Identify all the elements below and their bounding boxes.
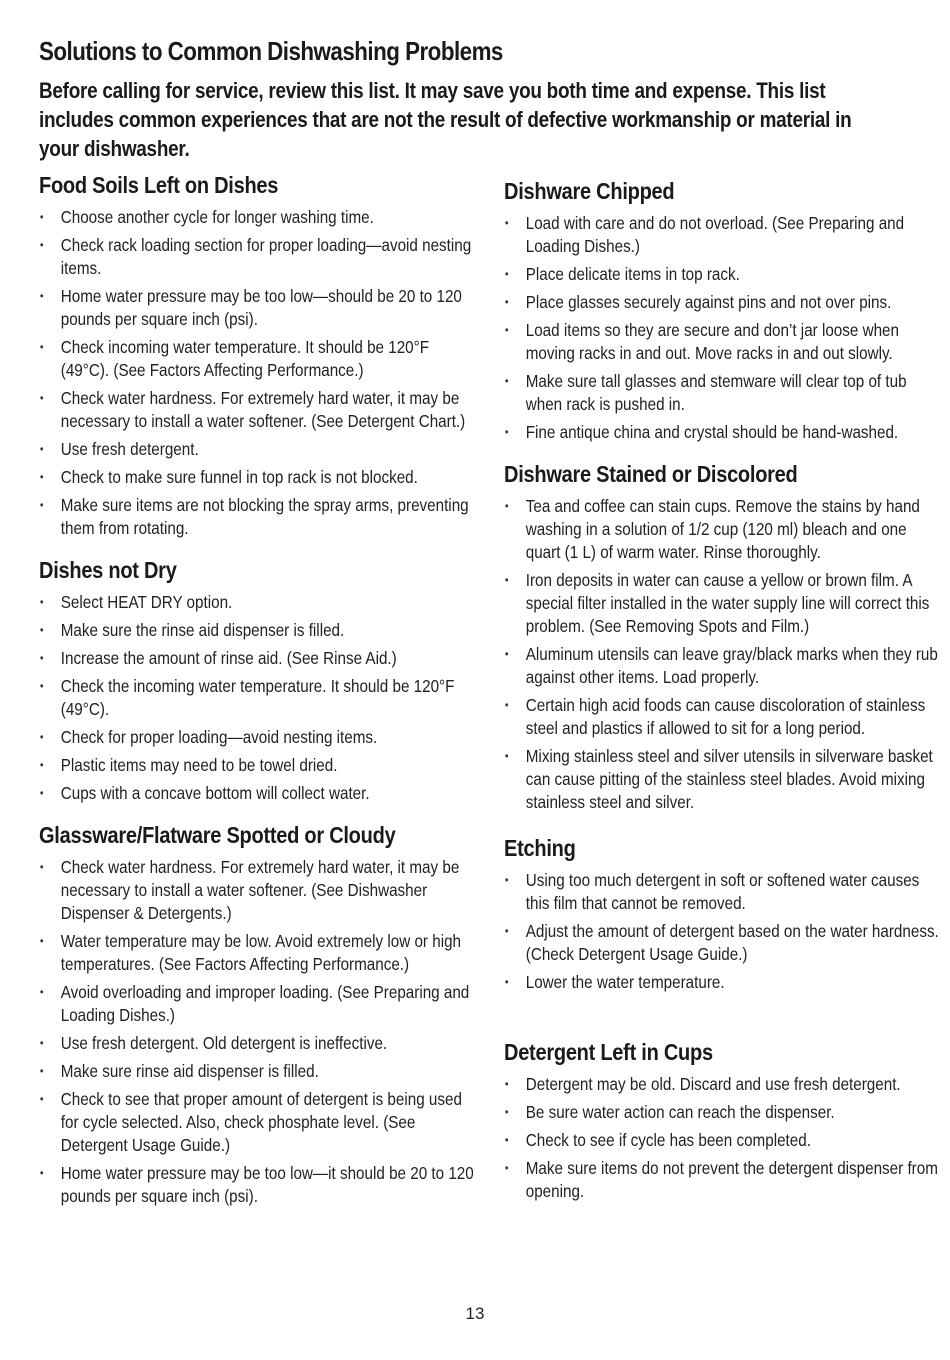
list-item: • Home water pressure may be too low—should be 20 to 120 pounds per square inch (psi).: [39, 285, 474, 331]
list-item: • Use fresh detergent. Old detergent is ineffective.: [39, 1032, 474, 1055]
bullet-list: [39, 856, 474, 1208]
bullet-list: [39, 591, 474, 805]
section-dishware-chipped: [504, 176, 943, 444]
list-item: • Water temperature may be low. Avoid extremely low or high temperatures. (See Factors Affecting Performance.): [39, 930, 474, 976]
section-detergent-left: [504, 1037, 943, 1203]
section-heading: Dishes not Dry: [39, 557, 177, 583]
list-item: • Tea and coffee can stain cups. Remove the stains by hand washing in a solution of 1/2 cup (120 ml) bleach and one quart (1 L) of warm water. Rinse thoroughly.: [504, 495, 943, 564]
list-item: • Cups with a concave bottom will collect water.: [39, 782, 474, 805]
list-item: • Make sure items are not blocking the spray arms, preventing them from rotating.: [39, 494, 474, 540]
list-item: • Increase the amount of rinse aid. (See Rinse Aid.): [39, 647, 474, 670]
list-item: • Choose another cycle for longer washing time.: [39, 206, 474, 229]
bullet-list: [504, 495, 943, 814]
section-food-soils: [39, 170, 474, 540]
page-number: 13: [465, 1304, 485, 1323]
section-dishware-stained: [504, 459, 943, 814]
list-item: • Avoid overloading and improper loading. (See Preparing and Loading Dishes.): [39, 981, 474, 1027]
section-heading: Detergent Left in Cups: [504, 1039, 713, 1065]
page-title: Solutions to Common Dishwashing Problems: [39, 36, 503, 66]
bullet-list: [504, 869, 943, 994]
list-item: • Check to see if cycle has been completed.: [504, 1129, 943, 1152]
list-item: • Check rack loading section for proper loading—avoid nesting items.: [39, 234, 474, 280]
bullet-list: [504, 1073, 943, 1203]
list-item: • Iron deposits in water can cause a yellow or brown film. A special filter installed in the water supply line will correct this problem. (See Removing Spots and Film.): [504, 569, 943, 638]
left-column: [39, 170, 474, 1213]
list-item: • Use fresh detergent.: [39, 438, 474, 461]
bullet-list: [504, 212, 943, 444]
list-item: • Make sure the rinse aid dispenser is filled.: [39, 619, 474, 642]
section-glassware-spotted: [39, 820, 474, 1208]
section-heading: Etching: [504, 835, 576, 861]
list-item: • Check incoming water temperature. It should be 120°F (49°C). (See Factors Affecting Performance.): [39, 336, 474, 382]
bullet-list: [39, 206, 474, 540]
list-item: • Place delicate items in top rack.: [504, 263, 943, 286]
section-heading: Dishware Stained or Discolored: [504, 461, 798, 487]
list-item: • Make sure tall glasses and stemware will clear top of tub when rack is pushed in.: [504, 370, 943, 416]
list-item: • Be sure water action can reach the dispenser.: [504, 1101, 943, 1124]
section-etching: [504, 833, 943, 994]
list-item: • Make sure rinse aid dispenser is filled.: [39, 1060, 474, 1083]
list-item: • Using too much detergent in soft or softened water causes this film that cannot be removed.: [504, 869, 943, 915]
right-column: [504, 176, 943, 1208]
list-item: • Check to make sure funnel in top rack is not blocked.: [39, 466, 474, 489]
intro-paragraph: Before calling for service, review this list. It may save you both time and expense. This list includes common experiences that are not the result of defective workmanship or material in your dishwasher.: [39, 78, 852, 161]
list-item: • Make sure items do not prevent the detergent dispenser from opening.: [504, 1157, 943, 1203]
list-item: • Place glasses securely against pins and not over pins.: [504, 291, 943, 314]
list-item: • Aluminum utensils can leave gray/black marks when they rub against other items. Load properly.: [504, 643, 943, 689]
list-item: • Detergent may be old. Discard and use fresh detergent.: [504, 1073, 943, 1096]
list-item: • Fine antique china and crystal should be hand-washed.: [504, 421, 943, 444]
list-item: • Check to see that proper amount of detergent is being used for cycle selected. Also, check phosphate level. (See Detergent Usage Guide.): [39, 1088, 474, 1157]
list-item: • Home water pressure may be too low—it should be 20 to 120 pounds per square inch (psi).: [39, 1162, 474, 1208]
list-item: • Lower the water temperature.: [504, 971, 943, 994]
section-heading: Food Soils Left on Dishes: [39, 172, 279, 198]
list-item: • Load items so they are secure and don’t jar loose when moving racks in and out. Move racks in and out slowly.: [504, 319, 943, 365]
section-dishes-not-dry: [39, 555, 474, 805]
list-item: • Check water hardness. For extremely hard water, it may be necessary to install a water softener. (See Detergent Chart.): [39, 387, 474, 433]
list-item: • Select HEAT DRY option.: [39, 591, 474, 614]
section-heading: Dishware Chipped: [504, 178, 675, 204]
list-item: • Certain high acid foods can cause discoloration of stainless steel and plastics if allowed to sit for a long period.: [504, 694, 943, 740]
list-item: • Check the incoming water temperature. It should be 120°F (49°C).: [39, 675, 474, 721]
list-item: • Check water hardness. For extremely hard water, it may be necessary to install a water softener. (See Dishwasher Dispenser & Detergents.): [39, 856, 474, 925]
section-heading: Glassware/Flatware Spotted or Cloudy: [39, 822, 396, 848]
list-item: • Mixing stainless steel and silver utensils in silverware basket can cause pitting of the stainless steel blades. Avoid mixing stainless steel and silver.: [504, 745, 943, 814]
list-item: • Check for proper loading—avoid nesting items.: [39, 726, 474, 749]
list-item: • Adjust the amount of detergent based on the water hardness. (Check Detergent Usage Guide.): [504, 920, 943, 966]
list-item: • Plastic items may need to be towel dried.: [39, 754, 474, 777]
list-item: • Load with care and do not overload. (See Preparing and Loading Dishes.): [504, 212, 943, 258]
